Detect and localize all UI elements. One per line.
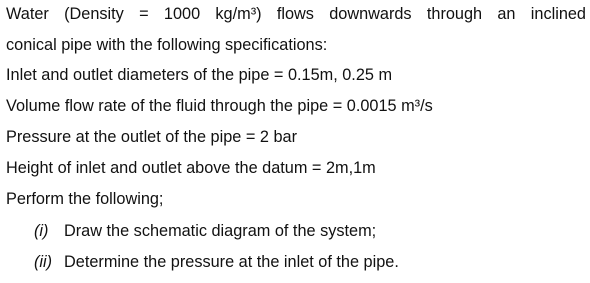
instruction-text: Perform the following; [6,190,164,208]
spec-heights: Height of inlet and outlet above the datum = 2m,1m [6,159,376,177]
task-item [34,252,399,272]
spec-diameters: Inlet and outlet diameters of the pipe = 0.15m, 0.25 m [6,66,393,84]
task-number: (i) [34,222,49,240]
intro-line-1: Water (Density = 1000 kg/m³) flows downwards through an inclined [6,5,586,23]
task-text: Draw the schematic diagram of the system; [64,222,377,240]
intro-line-2: conical pipe with the following specifications: [6,36,328,54]
task-text: Determine the pressure at the inlet of the pipe. [64,253,399,271]
spec-outlet-pressure: Pressure at the outlet of the pipe = 2 bar [6,128,297,146]
spec-flow-rate: Volume flow rate of the fluid through the pipe = 0.0015 m³/s [6,97,433,115]
task-number: (ii) [34,253,53,271]
task-item [34,221,376,241]
